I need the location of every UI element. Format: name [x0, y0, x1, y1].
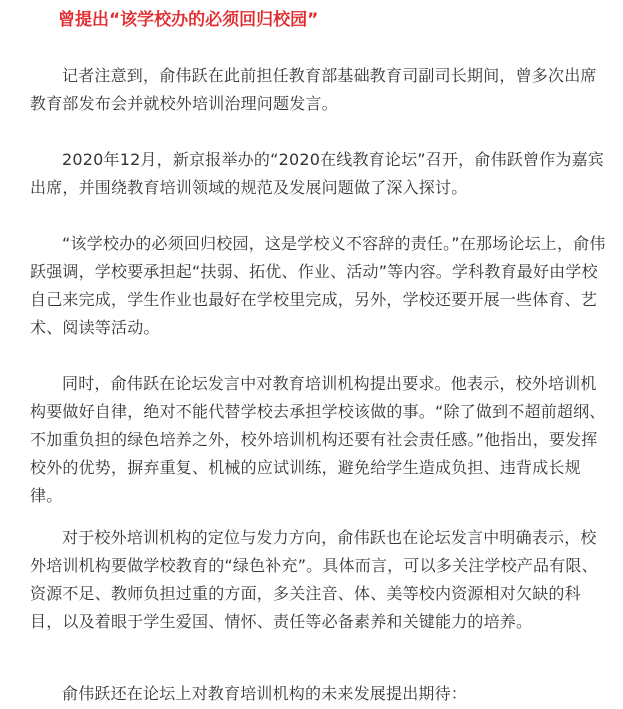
paragraph: 2020年12月，新京报举办的“2020在线教育论坛”召开，俞伟跃曾作为嘉宾出席，并围绕教育培训领域的规范及发展问题做了深入探讨。: [30, 150, 604, 197]
paragraph: 记者注意到，俞伟跃在此前担任教育部基础教育司副司长期间，曾多次出席教育部发布会并就校外培训治理问题发言。: [30, 66, 597, 113]
paragraph: 俞伟跃还在论坛上对教育培训机构的未来发展提出期待：: [62, 684, 468, 703]
paragraph: 对于校外培训机构的定位与发力方向，俞伟跃也在论坛发言中明确表示，校外培训机构要做学校教育的“绿色补充”。具体而言，可以多关注学校产品有限、资源不足、教师负担过重的方面，多关注音、体、美等校内资源相对欠缺的科目，以及着眼于学生爱国、情怀、责任等必备素养和关键能力的培养。: [30, 528, 598, 631]
section-heading: 曾提出“该学校办的必须回归校园”: [58, 10, 319, 30]
paragraph: “该学校办的必须回归校园，这是学校义不容辞的责任。”在那场论坛上，俞伟跃强调，学校要承担起“扶弱、拓优、作业、活动”等内容。学科教育最好由学校自己来完成，学生作业也最好在学校里完成，另外，学校还要开展一些体育、艺术、阅读等活动。: [30, 234, 606, 337]
paragraph: 同时，俞伟跃在论坛发言中对教育培训机构提出要求。他表示，校外培训机构要做好自律，绝对不能代替学校去承担学校该做的事。“除了做到不超前超纲、不加重负担的绿色培养之外，校外培训机构还要有社会责任感。”他指出，要发挥校外的优势，摒弃重复、机械的应试训练，避免给学生造成负担、违背成长规律。: [30, 374, 606, 505]
